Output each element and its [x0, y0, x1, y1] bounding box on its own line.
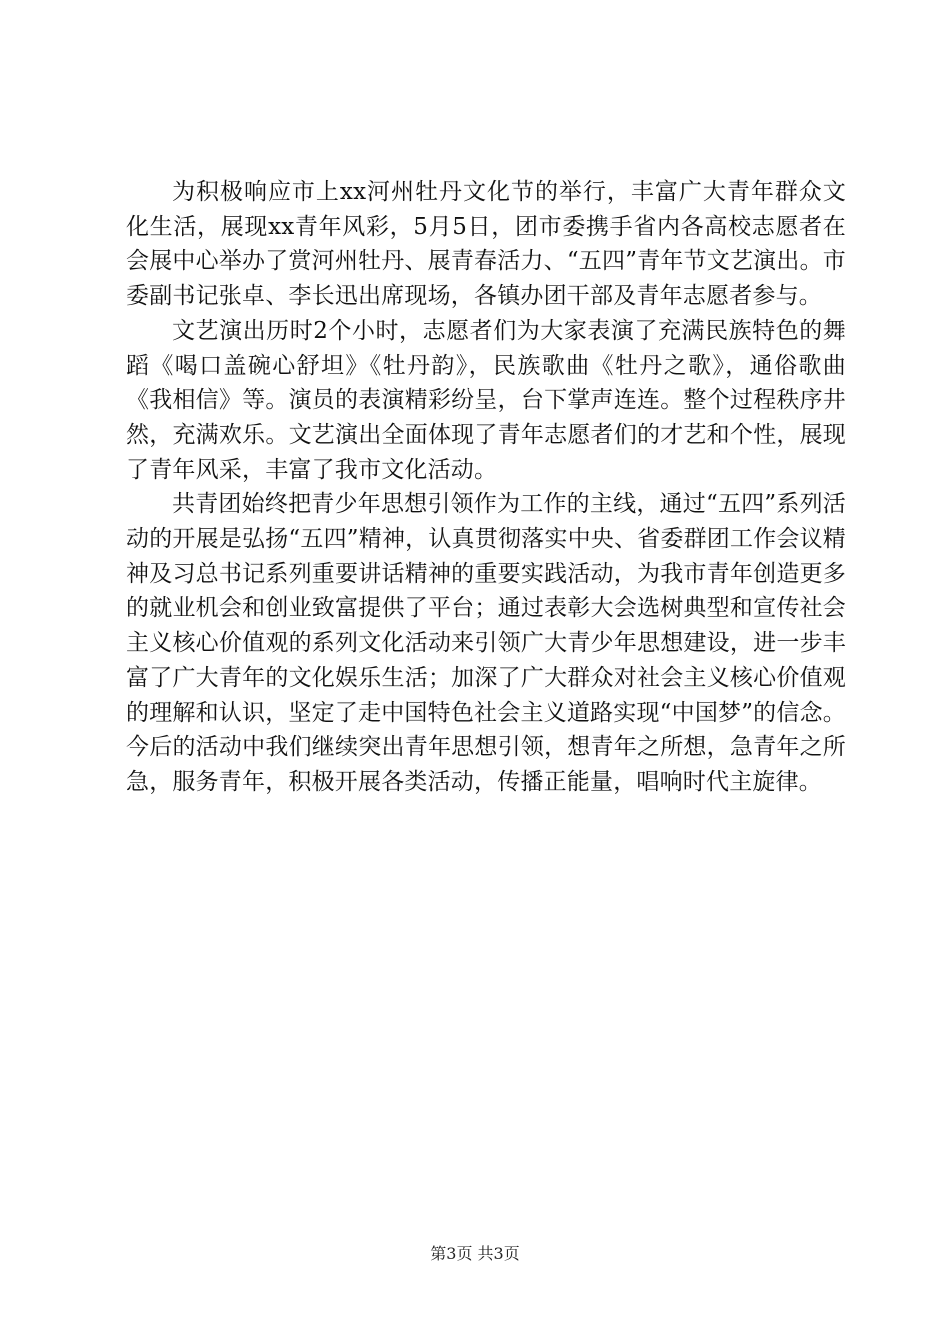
document-body [126, 175, 846, 800]
paragraph-1: 为积极响应市上xx河州牡丹文化节的举行，丰富广大青年群众文化生活，展现xx青年风彩，5月5日，团市委携手省内各高校志愿者在会展中心举办了赏河州牡丹、展青春活力、“五四”青年节文艺演出。市委副书记张卓、李长迅出席现场，各镇办团干部及青年志愿者参与。 [126, 179, 846, 310]
paragraph-2: 文艺演出历时2个小时，志愿者们为大家表演了充满民族特色的舞蹈《喝口盖碗心舒坦》《牡丹韵》，民族歌曲《牡丹之歌》，通俗歌曲《我相信》等。演员的表演精彩纷呈，台下掌声连连。整个过程秩序井然，充满欢乐。文艺演出全面体现了青年志愿者们的才艺和个性，展现了青年风采，丰富了我市文化活动。 [126, 317, 846, 483]
paragraph-3: 共青团始终把青少年思想引领作为工作的主线，通过“五四”系列活动的开展是弘扬“五四”精神，认真贯彻落实中央、省委群团工作会议精神及习总书记系列重要讲话精神的重要实践活动，为我市青年创造更多的就业机会和创业致富提供了平台；通过表彰大会选树典型和宣传社会主义核心价值观的系列文化活动来引领广大青少年思想建设，进一步丰富了广大青年的文化娱乐生活；加深了广大群众对社会主义核心价值观的理解和认识，坚定了走中国特色社会主义道路实现“中国梦”的信念。今后的活动中我们继续突出青年思想引领，想青年之所想，急青年之所急，服务青年，积极开展各类活动，传播正能量，唱响时代主旋律。 [126, 491, 846, 795]
page-footer: 第3页 共3页 [430, 1244, 520, 1263]
